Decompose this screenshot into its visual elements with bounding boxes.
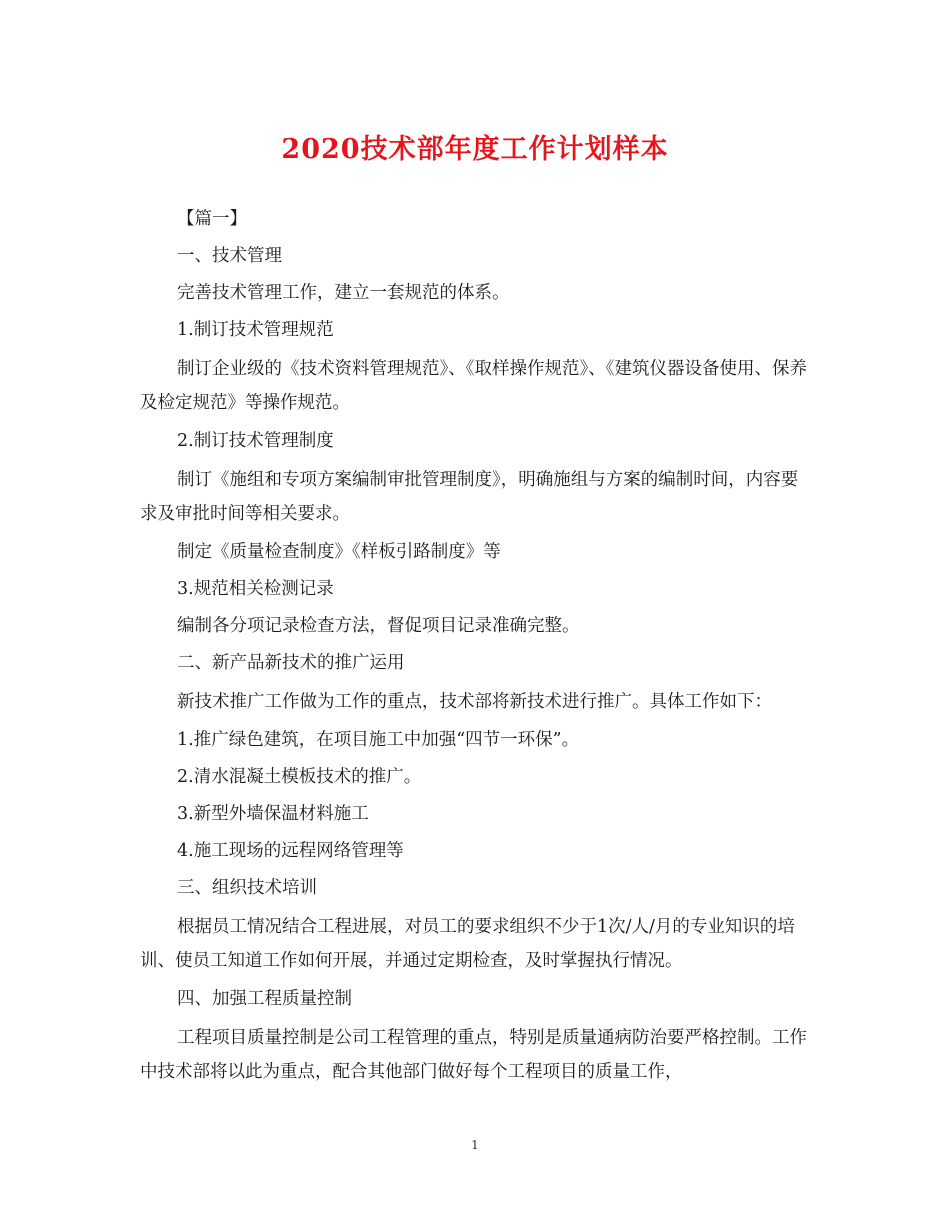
paragraph: 工程项目质量控制是公司工程管理的重点，特别是质量通病防治要严格控制。工作中技术部将以此为重点，配合其他部门做好每个工程项目的质量工作， xyxy=(140,1028,807,1082)
paragraph: 制订《施组和专项方案编制审批管理制度》，明确施组与方案的编制时间，内容要求及审批时间等相关要求。 xyxy=(140,470,799,524)
paragraph: 制订企业级的《技术资料管理规范》、《取样操作规范》、《建筑仪器设备使用、保养及检定规范》等操作规范。 xyxy=(140,359,807,413)
subheading: 3.规范相关检测记录 xyxy=(177,579,334,599)
heading-training: 三、组织技术培训 xyxy=(177,878,317,898)
list-item: 4.施工现场的远程网络管理等 xyxy=(177,841,404,861)
subheading: 1.制订技术管理规范 xyxy=(177,320,334,340)
page-number: 1 xyxy=(471,1138,479,1152)
paragraph: 完善技术管理工作，建立一套规范的体系。 xyxy=(177,283,510,303)
list-item: 2.清水混凝土模板技术的推广。 xyxy=(177,767,422,787)
paragraph-section-label: 【篇一】 xyxy=(177,209,247,229)
list-item: 3.新型外墙保温材料施工 xyxy=(177,804,369,824)
paragraph: 根据员工情况结合工程进展，对员工的要求组织不少于1次/人/月的专业知识的培训、使员工知道工作如何开展，并通过定期检查，及时掌握执行情况。 xyxy=(140,917,795,971)
subheading: 2.制订技术管理制度 xyxy=(177,431,334,451)
list-item: 1.推广绿色建筑，在项目施工中加强“四节一环保”。 xyxy=(177,730,580,750)
document-body xyxy=(140,204,812,1095)
document-title: 2020技术部年度工作计划样本 xyxy=(281,134,669,165)
heading-quality-control: 四、加强工程质量控制 xyxy=(177,989,352,1009)
paragraph: 新技术推广工作做为工作的重点，技术部将新技术进行推广。具体工作如下： xyxy=(177,692,772,712)
paragraph: 编制各分项记录检查方法，督促项目记录准确完整。 xyxy=(177,616,580,636)
paragraph: 制定《质量检查制度》《样板引路制度》等 xyxy=(177,542,501,562)
heading-new-technology: 二、新产品新技术的推广运用 xyxy=(177,653,405,673)
heading-technical-management: 一、技术管理 xyxy=(177,246,282,266)
